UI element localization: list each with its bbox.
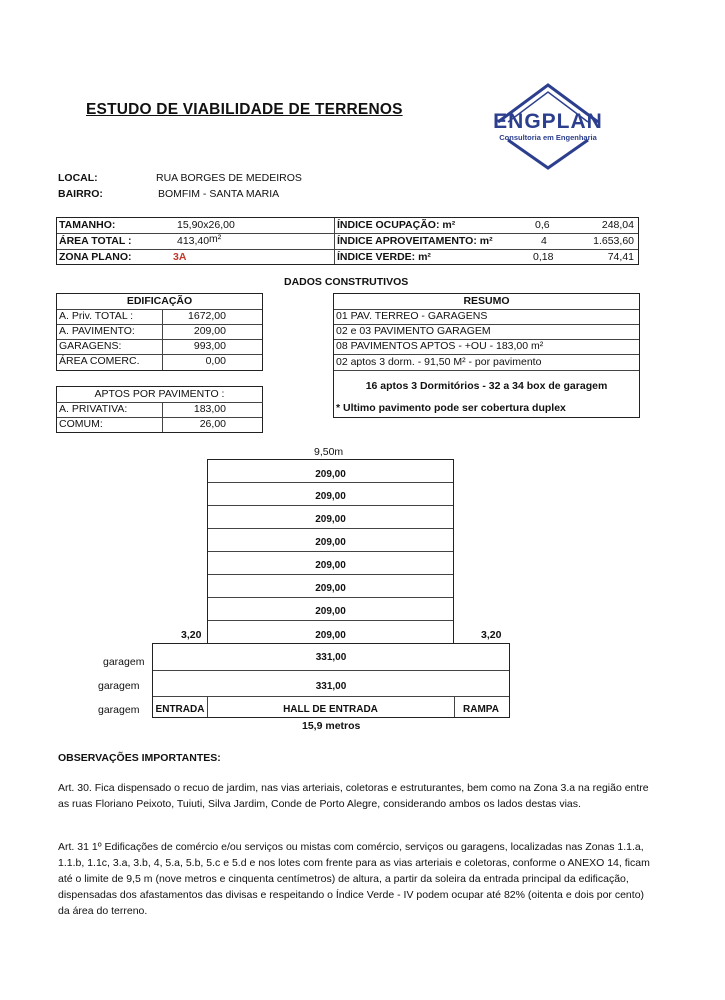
resumo-note: * Ultimo pavimento pode ser cobertura duplex xyxy=(336,402,566,414)
floor-area: 209,00 xyxy=(315,606,346,617)
resumo-row: 02 e 03 PAVIMENTO GARAGEM xyxy=(336,325,491,337)
entrada-label: ENTRADA xyxy=(155,704,205,715)
bairro-value: BOMFIM - SANTA MARIA xyxy=(158,188,280,200)
page-title: ESTUDO DE VIABILIDADE DE TERRENOS xyxy=(86,101,403,118)
edif-row-label: A. Priv. TOTAL : xyxy=(59,310,134,322)
engplan-logo xyxy=(478,82,618,172)
logo-name: ENGPLAN xyxy=(493,110,603,133)
aptos-header: APTOS POR PAVIMENTO : xyxy=(94,388,225,400)
zona-value: 3A xyxy=(173,251,187,263)
edif-row-value: 993,00 xyxy=(193,340,226,352)
area-value: 413,40 xyxy=(177,235,210,247)
aptos-row-label: COMUM: xyxy=(59,418,103,430)
aptos-table xyxy=(56,386,263,433)
observacoes-title: OBSERVAÇÕES IMPORTANTES: xyxy=(58,752,221,764)
edificacao-header: EDIFICAÇÃO xyxy=(126,295,193,307)
garage-side-label: garagem xyxy=(98,704,140,716)
garage-side-label: garagem xyxy=(98,680,140,692)
local-value: RUA BORGES DE MEDEIROS xyxy=(156,172,302,184)
tamanho-label: TAMANHO: xyxy=(59,219,116,231)
floor-area: 209,00 xyxy=(315,469,346,480)
floor-area: 209,00 xyxy=(315,491,346,502)
ocupacao-label: ÍNDICE OCUPAÇÃO: m² xyxy=(337,219,456,231)
zona-label: ZONA PLANO: xyxy=(59,251,132,263)
garage-area: 331,00 xyxy=(315,681,347,692)
apartment-tower xyxy=(207,459,454,644)
edif-row-value: 1672,00 xyxy=(188,310,226,322)
floor-area: 209,00 xyxy=(315,583,346,594)
verde-index: 0,18 xyxy=(533,251,554,263)
aproveitamento-label: ÍNDICE APROVEITAMENTO: m² xyxy=(337,235,493,247)
resumo-row: 02 aptos 3 dorm. - 91,50 M² - por pavimento xyxy=(336,356,542,368)
garage-area: 331,00 xyxy=(315,652,347,663)
bottom-width-label: 15,9 metros xyxy=(302,720,361,732)
edif-row-label: A. PAVIMENTO: xyxy=(59,325,135,337)
ocupacao-value: 248,04 xyxy=(601,219,634,231)
art31-text: Art. 31 1º Edificações de comércio e/ou serviços ou mistas com comércio, serviços ou garagens, localizadas nas Zonas 1.1.a, 1.1.b, 1.1c, 3.a, 3.b, 4, 5.a, 5.b, 5.c e 5.d e nos lotes com frente para as vias arteriais e coletoras, conforme o ANEXO 14, ficam até o limite de 9,5 m (nove metros e cinquenta centímetros) de altura, a partir da soleira da entrada principal da edificação, dispensadas dos afastamentos das divisas e respeitando o Índice Verde - IV podem ocupar até 82% (oitenta e dois por cento) da área do terreno. xyxy=(58,841,650,917)
floor-area: 209,00 xyxy=(315,560,346,571)
edif-row-label: GARAGENS: xyxy=(59,340,122,352)
aproveitamento-value: 1.653,60 xyxy=(593,235,634,247)
garage-podium xyxy=(152,643,510,718)
resumo-row: 08 PAVIMENTOS APTOS - +OU - 183,00 m² xyxy=(336,340,544,352)
verde-label: ÍNDICE VERDE: m² xyxy=(337,251,431,263)
verde-value: 74,41 xyxy=(607,251,634,263)
aptos-row-value: 26,00 xyxy=(199,418,226,430)
area-label: ÁREA TOTAL : xyxy=(59,235,132,247)
top-width-label: 9,50m xyxy=(314,446,344,458)
edificacao-table xyxy=(56,293,263,371)
terrain-table xyxy=(56,217,639,265)
hall-label: HALL DE ENTRADA xyxy=(283,704,378,715)
aproveitamento-index: 4 xyxy=(541,235,547,247)
bairro-label: BAIRRO: xyxy=(58,188,103,200)
resumo-header: RESUMO xyxy=(463,295,510,307)
aptos-row-value: 183,00 xyxy=(193,403,226,415)
floor-area: 209,00 xyxy=(315,514,346,525)
resumo-table xyxy=(333,293,640,418)
edif-row-label: ÁREA COMERC. xyxy=(59,355,140,367)
aptos-row-label: A. PRIVATIVA: xyxy=(59,403,128,415)
edif-row-value: 0,00 xyxy=(205,355,226,367)
setback-left: 3,20 xyxy=(181,629,202,641)
floor-area: 209,00 xyxy=(315,537,346,548)
logo-tagline: Consultoria em Engenharia xyxy=(499,133,597,142)
dados-title: DADOS CONSTRUTIVOS xyxy=(284,276,409,288)
local-label: LOCAL: xyxy=(58,172,98,184)
art30-text: Art. 30. Fica dispensado o recuo de jardim, nas vias arteriais, coletoras e estruturantes, bem como na Zona 3.a na região entre as ruas Floriano Peixoto, Tuiuti, Silva Jardim, Conde de Porto Alegre, considerando ambos os lados destas vias. xyxy=(58,782,649,810)
floor-area: 209,00 xyxy=(315,630,346,641)
garage-side-label: garagem xyxy=(103,656,145,668)
rampa-label: RAMPA xyxy=(463,704,499,715)
edif-row-value: 209,00 xyxy=(193,325,226,337)
resumo-summary: 16 aptos 3 Dormitórios - 32 a 34 box de garagem xyxy=(365,380,608,392)
ocupacao-index: 0,6 xyxy=(535,219,550,231)
area-unit: m² xyxy=(209,233,222,245)
resumo-row: 01 PAV. TERREO - GARAGENS xyxy=(336,310,488,322)
tamanho-value: 15,90x26,00 xyxy=(177,219,235,231)
setback-right: 3,20 xyxy=(481,629,502,641)
